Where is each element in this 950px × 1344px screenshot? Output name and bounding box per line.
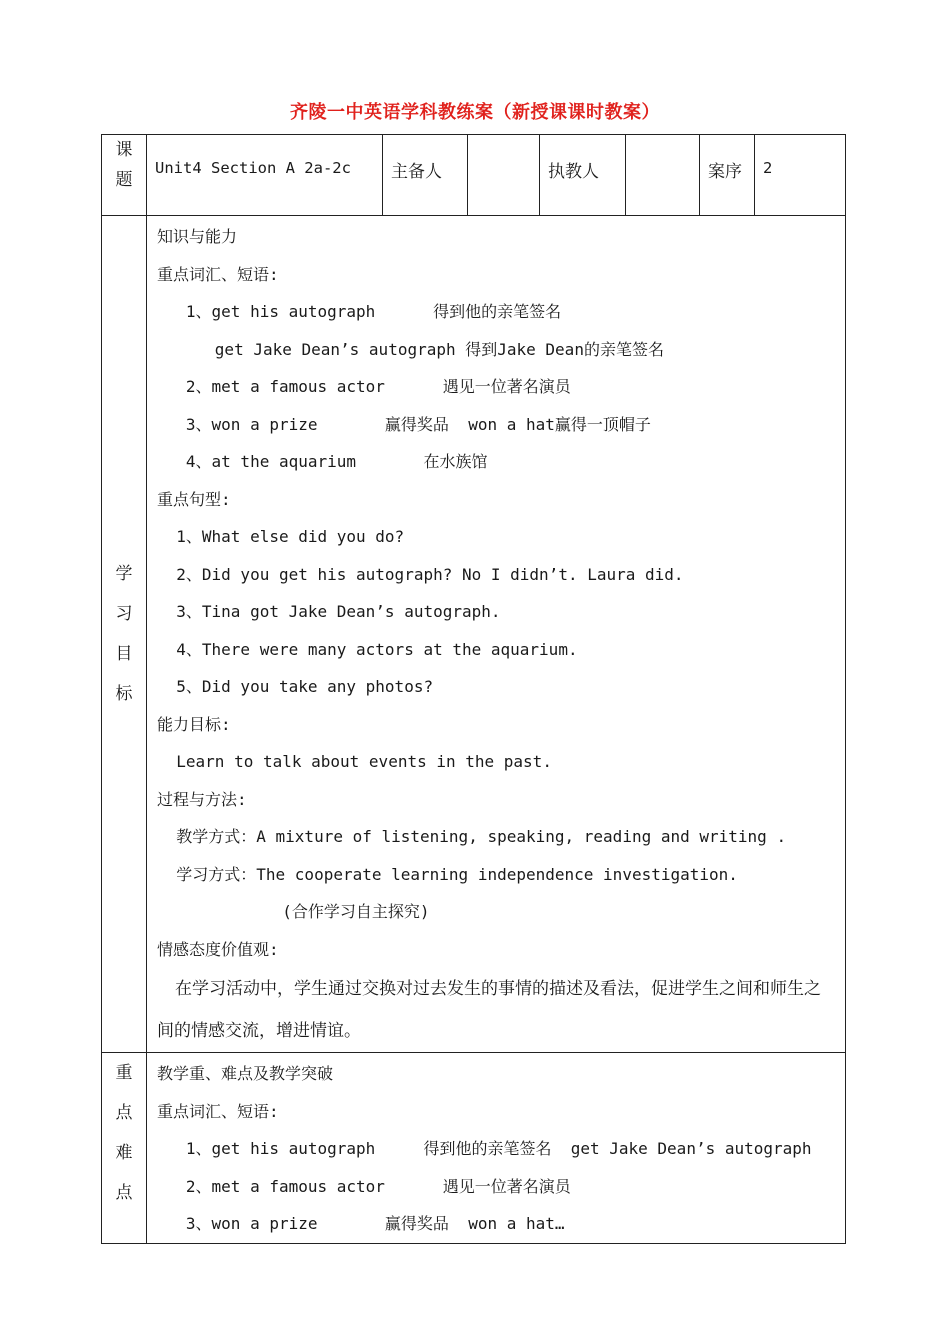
content-line: 知识与能力 — [157, 227, 238, 246]
goals-row — [102, 216, 846, 1053]
content-line: 4、at the aquarium 在水族馆 — [157, 452, 488, 471]
content-line: 2、Did you get his autograph? No I didn’t. Laura did. — [157, 564, 684, 584]
difficulties-content — [102, 1053, 845, 1243]
content-line: 3、won a prize 赢得奖品 won a hat赢得一顶帽子 — [157, 414, 651, 434]
case-cell — [755, 135, 846, 216]
content-line: 重点词汇、短语: — [157, 264, 279, 284]
content-line: 重点词汇、短语: — [157, 1101, 279, 1121]
topic-label-cell — [102, 135, 147, 216]
difficulties-label: 重点难点 — [115, 1063, 133, 1203]
content-line: 2、met a famous actor 遇见一位著名演员 — [157, 1176, 571, 1196]
topic-label: 课题 — [115, 140, 133, 190]
topic-cell — [147, 135, 383, 216]
content-line: 教学方式：A mixture of listening, speaking, reading and writing . — [157, 827, 787, 846]
content-line: 情感态度价值观: — [157, 939, 279, 959]
content-line: 1、What else did you do? — [157, 527, 405, 546]
content-line: (合作学习自主探究) — [157, 902, 430, 921]
teacher-label: 执教人 — [548, 162, 599, 182]
case-label: 案序 — [708, 162, 742, 182]
preparer-label-cell — [383, 135, 468, 216]
difficulties-content-cell — [147, 1053, 846, 1244]
content-line: 学习方式：The cooperate learning independence investigation. — [157, 864, 738, 884]
page-title: 齐陵一中英语学科教练案（新授课课时教案） — [290, 102, 660, 123]
case-value: 2 — [763, 159, 773, 177]
values-paragraph: 在学习活动中，学生通过交换对过去发生的事情的描述及看法，促进学生之间和师生之间的情感交流，增进情谊。 — [157, 979, 821, 1041]
content-line: 能力目标: — [157, 714, 231, 734]
lesson-plan-table — [101, 134, 846, 1244]
content-line: 3、Tina got Jake Dean’s autograph. — [157, 602, 501, 621]
teacher-value — [626, 135, 699, 159]
content-line: 过程与方法: — [157, 789, 247, 809]
content-line: 1、get his autograph 得到他的亲笔签名 — [157, 302, 562, 321]
content-line: 重点句型: — [157, 489, 231, 509]
header-row — [102, 135, 846, 216]
content-line: 1、get his autograph 得到他的亲笔签名 get Jake Dean’s autograph — [157, 1139, 812, 1158]
content-line: 3、won a prize 赢得奖品 won a hat… — [157, 1214, 565, 1233]
content-line: 2、met a famous actor 遇见一位著名演员 — [157, 377, 571, 396]
topic-value: Unit4 Section A 2a-2c — [155, 159, 351, 177]
preparer-label: 主备人 — [391, 162, 442, 182]
content-line: 4、There were many actors at the aquarium. — [157, 639, 578, 659]
content-line: 教学重、难点及教学突破 — [157, 1064, 334, 1083]
case-label-cell — [700, 135, 755, 216]
content-line: 5、Did you take any photos? — [157, 677, 434, 696]
preparer-cell — [468, 135, 540, 216]
content-line: get Jake Dean’s autograph 得到Jake Dean的亲笔签名 — [157, 339, 664, 359]
preparer-value — [468, 135, 539, 159]
content-line: Learn to talk about events in the past. — [157, 752, 552, 771]
goals-content-cell — [147, 216, 846, 1053]
teacher-cell — [626, 135, 700, 216]
difficulties-row — [102, 1053, 846, 1244]
goals-label: 学习目标 — [115, 564, 133, 704]
goals-content — [102, 216, 845, 1052]
teacher-label-cell — [540, 135, 626, 216]
